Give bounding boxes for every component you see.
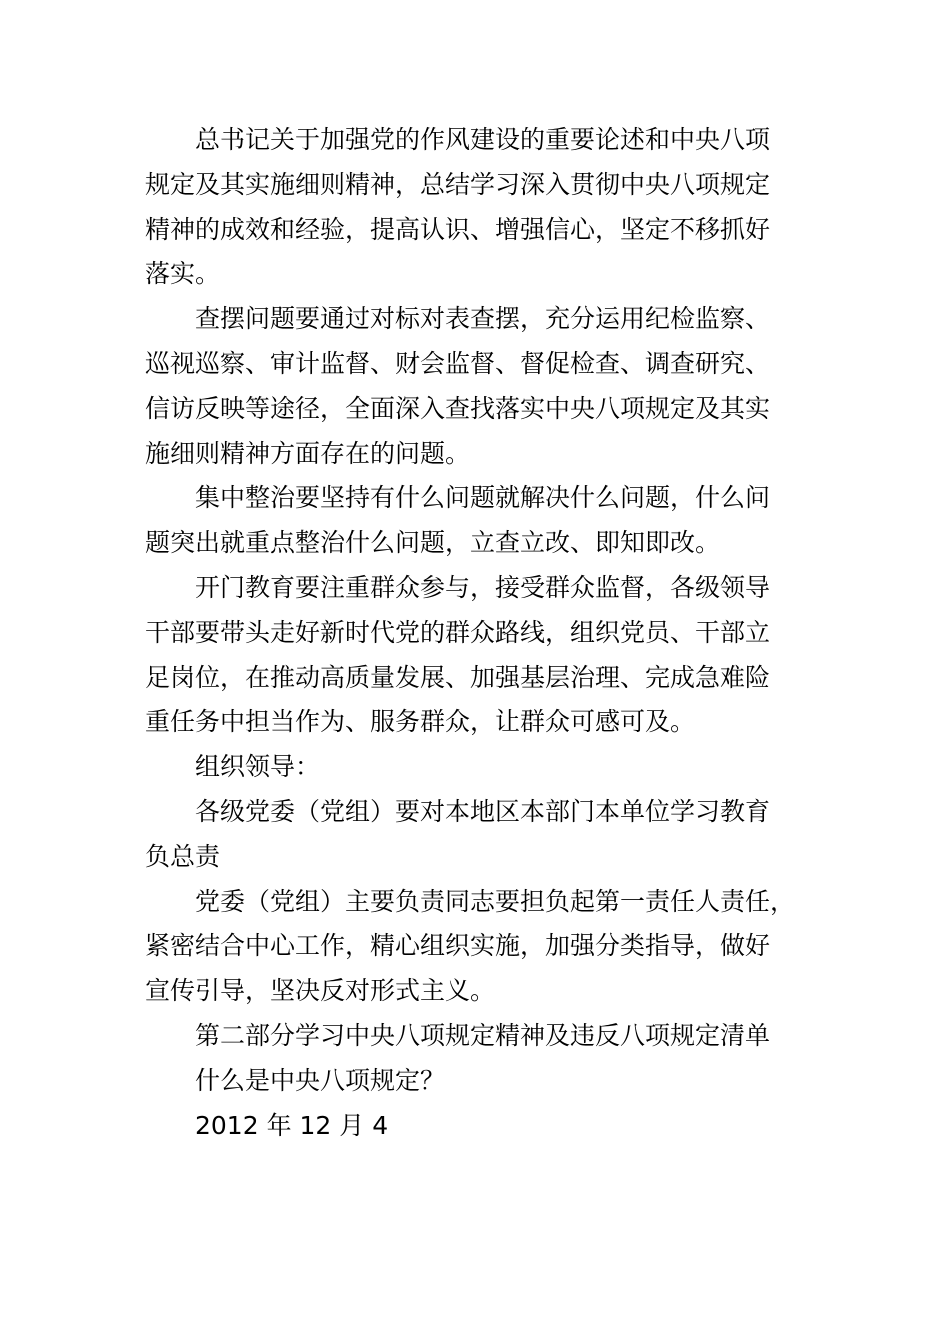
text-line: 落实。: [145, 259, 221, 289]
text-line: 巡视巡察、审计监督、财会监督、督促检查、调查研究、: [145, 348, 771, 378]
text-line: 施细则精神方面存在的问题。: [145, 438, 471, 468]
document-body: [145, 118, 810, 1148]
text-line: 题突出就重点整治什么问题，立查立改、即知即改。: [145, 528, 721, 558]
text-line: 规定及其实施细则精神，总结学习深入贯彻中央八项规定: [145, 169, 771, 199]
text-line: 足岗位，在推动高质量发展、加强基层治理、完成急难险: [145, 662, 771, 692]
text-line: 紧密结合中心工作，精心组织实施，加强分类指导，做好: [145, 931, 771, 961]
text-line: 精神的成效和经验，提高认识、增强信心，坚定不移抓好: [145, 214, 771, 244]
section-label: 组织领导：: [195, 752, 321, 782]
text-line: 负总责: [145, 841, 221, 871]
date-line: 2012 年 12 月 4: [195, 1110, 389, 1140]
text-line: 集中整治要坚持有什么问题就解决什么问题，什么问: [195, 483, 771, 513]
text-line: 查摆问题要通过对标对表查摆，充分运用纪检监察、: [195, 304, 771, 334]
text-line: 重任务中担当作为、服务群众，让群众可感可及。: [145, 707, 696, 737]
text-line: 党委（党组）主要负责同志要担负起第一责任人责任，: [195, 886, 796, 916]
text-line: 开门教育要注重群众参与，接受群众监督，各级领导: [195, 572, 771, 602]
text-line: 总书记关于加强党的作风建设的重要论述和中央八项: [195, 125, 771, 154]
text-line: 宣传引导，坚决反对形式主义。: [145, 976, 496, 1006]
text-line: 各级党委（党组）要对本地区本部门本单位学习教育: [195, 796, 771, 826]
text-line: 干部要带头走好新时代党的群众路线，组织党员、干部立: [145, 617, 771, 647]
section-heading: 第二部分学习中央八项规定精神及违反八项规定清单: [195, 1020, 771, 1050]
text-line: 信访反映等途径，全面深入查找落实中央八项规定及其实: [145, 393, 771, 423]
question-heading: 什么是中央八项规定？: [195, 1065, 446, 1095]
